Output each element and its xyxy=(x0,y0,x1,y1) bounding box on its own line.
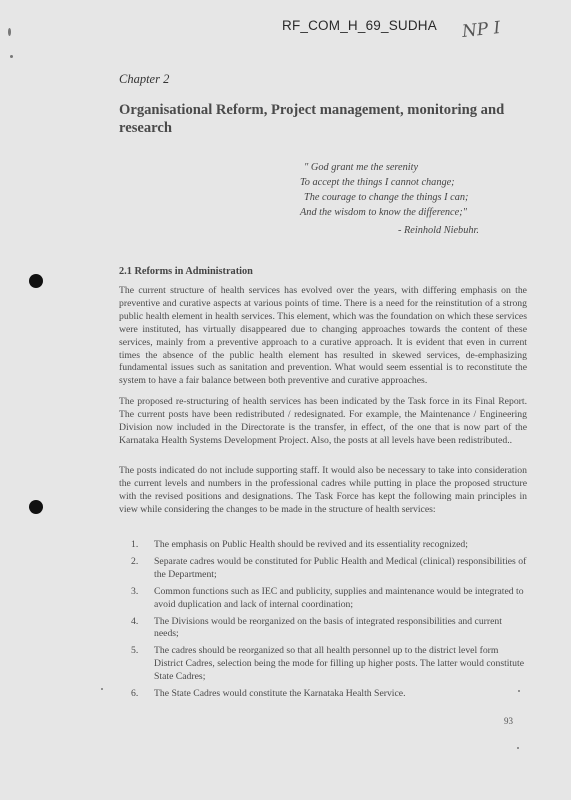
list-number: 5. xyxy=(131,645,139,657)
punch-hole xyxy=(29,500,43,514)
list-text: The State Cadres would constitute the Karnataka Health Service. xyxy=(154,688,406,700)
list-text: The emphasis on Public Health should be revived and its essentiality recognized; xyxy=(154,539,468,550)
chapter-label: Chapter 2 xyxy=(119,72,170,86)
list-text: The cadres should be reorganized so that all health personnel up to the district level form District Cadres, selection being the mode for filling up higher posts. The latter would constitute State Cadres; xyxy=(154,645,525,683)
list-number: 4. xyxy=(131,615,139,627)
scan-speck xyxy=(518,690,520,692)
scan-speck xyxy=(517,747,519,749)
principles-list xyxy=(131,539,527,705)
list-item xyxy=(131,556,527,582)
punch-hole xyxy=(29,274,43,288)
list-text: The Divisions would be reorganized on the basis of integrated responsibilities and current needs; xyxy=(154,615,502,640)
paragraph: The proposed re-structuring of health services has been indicated by the Task force in its Final Report. The current posts have been redistributed / redesignated. For example, the Maintenance / Engineering Division now included in the Directorate is the transfer, in effect, of the one that is now part of the Karnataka Health Systems Development Project. Also, the posts at all levels have been redistributed.. xyxy=(119,396,527,446)
paragraph: The current structure of health services has evolved over the years, with differing emphasis on the preventive and curative aspects at various points of time. There is a need for the reinstitution of a strong public health element in health services. This element, which was the foundation on which these services were instituted, has virtually disappeared due to changing approaches towards the content of these services, mainly from a preventive approach to a curative approach. It is evident that even in current times the absence of the public health element has resulted in skewed services, de-emphasizing fundamental issues such as sanitation and prevention. What would seem essential is to reconstitute the system to have a fair balance between both preventive and curative approaches. xyxy=(119,285,527,387)
section-heading: 2.1 Reforms in Administration xyxy=(119,266,253,277)
epigraph-line: To accept the things I cannot change; xyxy=(300,177,455,188)
scan-speck xyxy=(8,28,11,36)
list-text: Separate cadres would be constituted for Public Health and Medical (clinical) responsibilities of the Department; xyxy=(154,555,527,580)
paragraph: The posts indicated do not include supporting staff. It would also be necessary to take into consideration the current levels and numbers in the professional cadres while putting in place the proposed structure with the revised positions and designations. The Task Force has kept the following main principles in view while considering the changes to be made in the structure of health services: xyxy=(119,465,527,515)
list-item xyxy=(131,616,527,642)
page-number: 93 xyxy=(504,716,513,726)
list-item xyxy=(131,688,527,701)
handwritten-mark: NP I xyxy=(461,18,502,42)
list-number: 2. xyxy=(131,555,139,567)
scan-speck xyxy=(101,688,103,690)
epigraph-author: - Reinhold Niebuhr. xyxy=(398,225,479,236)
list-number: 3. xyxy=(131,585,139,597)
document-code: RF_COM_H_69_SUDHA xyxy=(282,18,437,33)
list-item xyxy=(131,539,527,552)
chapter-title: Organisational Reform, Project management, monitoring and research xyxy=(119,102,505,136)
list-item xyxy=(131,586,527,612)
list-number: 1. xyxy=(131,539,139,550)
epigraph-line: And the wisdom to know the difference;" xyxy=(300,207,467,218)
epigraph-line: " God grant me the serenity xyxy=(304,162,419,173)
scan-speck xyxy=(10,55,13,58)
list-text: Common functions such as IEC and publicity, supplies and maintenance would be integrated to avoid duplication and lack of internal coordination; xyxy=(154,585,524,610)
list-item xyxy=(131,645,527,684)
epigraph-line: The courage to change the things I can; xyxy=(304,192,469,203)
list-number: 6. xyxy=(131,688,139,700)
epigraph xyxy=(300,160,520,220)
